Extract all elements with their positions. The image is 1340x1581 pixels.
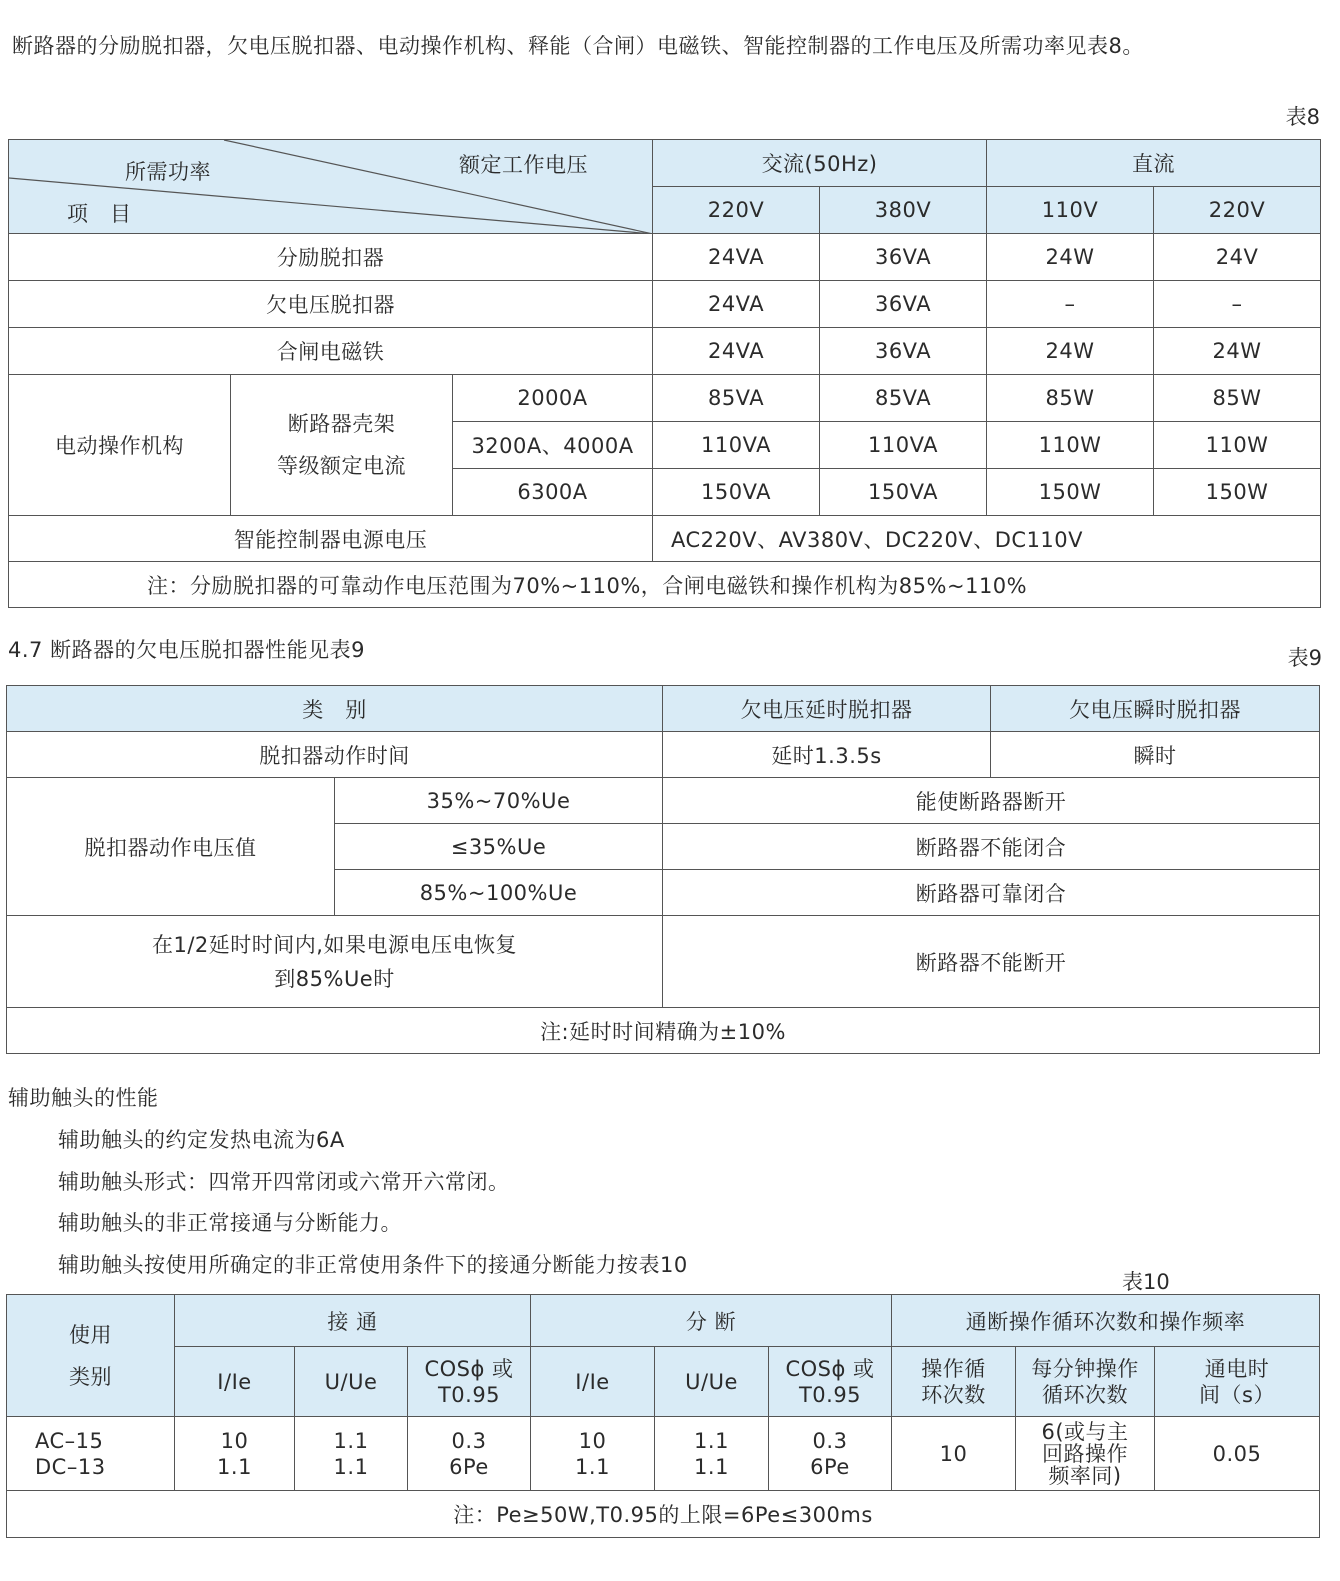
cell-value: –: [987, 281, 1154, 328]
cell-value: 1.1: [333, 1428, 369, 1453]
table-row: [9, 234, 1321, 281]
frame-current: 2000A: [453, 375, 653, 422]
table10: [6, 1294, 1320, 1538]
category-cell: [7, 1417, 175, 1491]
break-cos-cell: [769, 1417, 892, 1491]
cell-value: 10: [578, 1428, 607, 1453]
cell-value: 85W: [987, 375, 1154, 422]
header-line: 每分钟操作: [1031, 1356, 1139, 1381]
table-row: [7, 1417, 1320, 1491]
table8-caption: 表8: [1285, 105, 1320, 129]
cell-value: 24V: [1154, 234, 1321, 281]
make-cos-cell: [408, 1417, 531, 1491]
frame-label: [231, 375, 453, 516]
on-time-value: 0.05: [1155, 1417, 1320, 1491]
header-line: 使用: [69, 1322, 112, 1347]
header-category: 类 别: [7, 686, 663, 732]
sub-cos: [769, 1347, 892, 1417]
voltage-header: 220V: [1154, 187, 1321, 234]
recover-condition: [7, 916, 663, 1008]
recover-line: 在1/2延时时间内,如果电源电压电恢复: [152, 932, 517, 957]
header-line: 操作循: [921, 1356, 986, 1381]
cell-value: 36VA: [820, 328, 987, 375]
header-line: T0.95: [798, 1382, 862, 1407]
cell-value: 0.3: [451, 1428, 487, 1453]
cell-value: 1.1: [575, 1454, 610, 1479]
table-row: [9, 281, 1321, 328]
aux-line: 辅助触头按使用所确定的非正常使用条件下的接通分断能力按表10: [58, 1253, 688, 1277]
break-ile-cell: [531, 1417, 655, 1491]
sub-ile: I/Ie: [175, 1347, 295, 1417]
per-minute-cell: [1016, 1417, 1155, 1491]
table9: [6, 685, 1320, 1054]
sub-uue: U/Ue: [295, 1347, 408, 1417]
header-line: COSϕ 或: [424, 1356, 514, 1381]
table-row: [9, 328, 1321, 375]
dc-header: 直流: [987, 140, 1321, 187]
table9-note: 注:延时时间精确为±10%: [7, 1008, 1320, 1054]
table8: [8, 139, 1321, 608]
controller-value: AC220V、AV380V、DC220V、DC110V: [653, 516, 1321, 562]
cell-value: 24W: [987, 328, 1154, 375]
cell-value: 1.1: [694, 1428, 729, 1453]
make-ile-cell: [175, 1417, 295, 1491]
cell-value: 10: [220, 1428, 249, 1453]
sub-per-minute: [1016, 1347, 1155, 1417]
sub-on-time: [1155, 1347, 1320, 1417]
header-instant-release: 欠电压瞬时脱扣器: [991, 686, 1320, 732]
header-line: 循环次数: [1042, 1382, 1128, 1407]
frame-label-line: 断路器壳架: [287, 412, 396, 436]
voltage-range: 85%~100%Ue: [335, 870, 663, 916]
action-time-label: 脱扣器动作时间: [7, 732, 663, 778]
cell-value: 0.3: [812, 1428, 848, 1453]
aux-line: 辅助触头的约定发热电流为6A: [58, 1128, 345, 1152]
table-row: [7, 778, 1320, 824]
table9-caption: 表9: [1287, 646, 1322, 670]
corner-voltage-label: 额定工作电压: [459, 153, 588, 177]
sub-uue: U/Ue: [655, 1347, 769, 1417]
make-uue-cell: [295, 1417, 408, 1491]
controller-label: 智能控制器电源电压: [9, 516, 653, 562]
voltage-result: 断路器可靠闭合: [663, 870, 1320, 916]
cell-value: 6Pe: [449, 1454, 489, 1479]
cycles-header: 通断操作循环次数和操作频率: [892, 1295, 1320, 1347]
voltage-header: 220V: [653, 187, 820, 234]
cell-value: 85VA: [653, 375, 820, 422]
make-header: 接 通: [175, 1295, 531, 1347]
voltage-result: 能使断路器断开: [663, 778, 1320, 824]
table-row: [9, 375, 1321, 422]
cell-value: –: [1154, 281, 1321, 328]
cell-value: 36VA: [820, 234, 987, 281]
header-line: T0.95: [437, 1382, 501, 1407]
aux-line: 辅助触头的非正常接通与分断能力。: [58, 1211, 402, 1235]
cell-value: 110W: [987, 422, 1154, 469]
cell-value: 150VA: [820, 469, 987, 516]
cell-value: 1.1: [217, 1454, 252, 1479]
cell-value: 6(或与主: [1041, 1419, 1129, 1444]
section-4-7-heading: 4.7 断路器的欠电压脱扣器性能见表9: [8, 638, 365, 662]
header-line: 通电时: [1204, 1356, 1270, 1381]
row-label: 分励脱扣器: [9, 234, 653, 281]
cell-value: 24W: [987, 234, 1154, 281]
cell-value: 85W: [1154, 375, 1321, 422]
action-time-delay: 延时1.3.5s: [663, 732, 991, 778]
corner-item-label: 项 目: [67, 202, 132, 226]
header-line: 环次数: [921, 1382, 986, 1407]
cell-value: 1.1: [694, 1454, 729, 1479]
frame-current: 3200A、4000A: [453, 422, 653, 469]
sub-ops-count: [892, 1347, 1016, 1417]
category-value: AC–15: [35, 1428, 104, 1453]
row-label: 合闸电磁铁: [9, 328, 653, 375]
table-row: [7, 916, 1320, 1008]
voltage-range: ≤35%Ue: [335, 824, 663, 870]
frame-label-line: 等级额定电流: [277, 454, 406, 478]
header-delay-release: 欠电压延时脱扣器: [663, 686, 991, 732]
voltage-header: 110V: [987, 187, 1154, 234]
cell-value: 150W: [1154, 469, 1321, 516]
voltage-range: 35%~70%Ue: [335, 778, 663, 824]
cell-value: 24VA: [653, 281, 820, 328]
header-line: 间（s）: [1199, 1382, 1275, 1407]
break-header: 分 断: [531, 1295, 892, 1347]
cell-value: 24VA: [653, 234, 820, 281]
cell-value: 频率同): [1048, 1463, 1122, 1488]
voltage-header: 380V: [820, 187, 987, 234]
sub-ile: I/Ie: [531, 1347, 655, 1417]
cell-value: 1.1: [333, 1454, 369, 1479]
aux-title: 辅助触头的性能: [8, 1086, 159, 1110]
cell-value: 110VA: [653, 422, 820, 469]
cell-value: 150W: [987, 469, 1154, 516]
motor-label: 电动操作机构: [9, 375, 231, 516]
corner-power-label: 所需功率: [125, 160, 211, 184]
table8-corner-cell: [9, 140, 653, 234]
sub-cos: [408, 1347, 531, 1417]
action-time-instant: 瞬时: [991, 732, 1320, 778]
intro-text: 断路器的分励脱扣器，欠电压脱扣器、电动操作机构、释能（合闸）电磁铁、智能控制器的工作电压及所需功率见表8。: [12, 34, 1144, 58]
break-uue-cell: [655, 1417, 769, 1491]
table-row: [9, 516, 1321, 562]
cell-value: 24W: [1154, 328, 1321, 375]
cell-value: 24VA: [653, 328, 820, 375]
use-category-header: [7, 1295, 175, 1417]
recover-result: 断路器不能断开: [663, 916, 1320, 1008]
recover-line: 到85%Ue时: [274, 966, 395, 991]
header-line: COSϕ 或: [785, 1356, 875, 1381]
table8-note: 注：分励脱扣器的可靠动作电压范围为70%~110%，合闸电磁铁和操作机构为85%~110%: [9, 562, 1321, 608]
frame-current: 6300A: [453, 469, 653, 516]
cell-value: 85VA: [820, 375, 987, 422]
voltage-value-label: 脱扣器动作电压值: [7, 778, 335, 916]
table10-note: 注：Pe≥50W,T0.95的上限=6Pe≤300ms: [7, 1491, 1320, 1538]
cell-value: 36VA: [820, 281, 987, 328]
header-line: 类别: [69, 1364, 112, 1389]
table10-caption: 表10: [1122, 1270, 1170, 1294]
cell-value: 110W: [1154, 422, 1321, 469]
ops-count-value: 10: [892, 1417, 1016, 1491]
cell-value: 110VA: [820, 422, 987, 469]
cell-value: 回路操作: [1042, 1441, 1128, 1466]
aux-line: 辅助触头形式：四常开四常闭或六常开六常闭。: [58, 1170, 510, 1194]
category-value: DC–13: [35, 1454, 106, 1479]
cell-value: 150VA: [653, 469, 820, 516]
voltage-result: 断路器不能闭合: [663, 824, 1320, 870]
table-row: [7, 732, 1320, 778]
row-label: 欠电压脱扣器: [9, 281, 653, 328]
cell-value: 6Pe: [810, 1454, 850, 1479]
ac-header: 交流(50Hz): [653, 140, 987, 187]
